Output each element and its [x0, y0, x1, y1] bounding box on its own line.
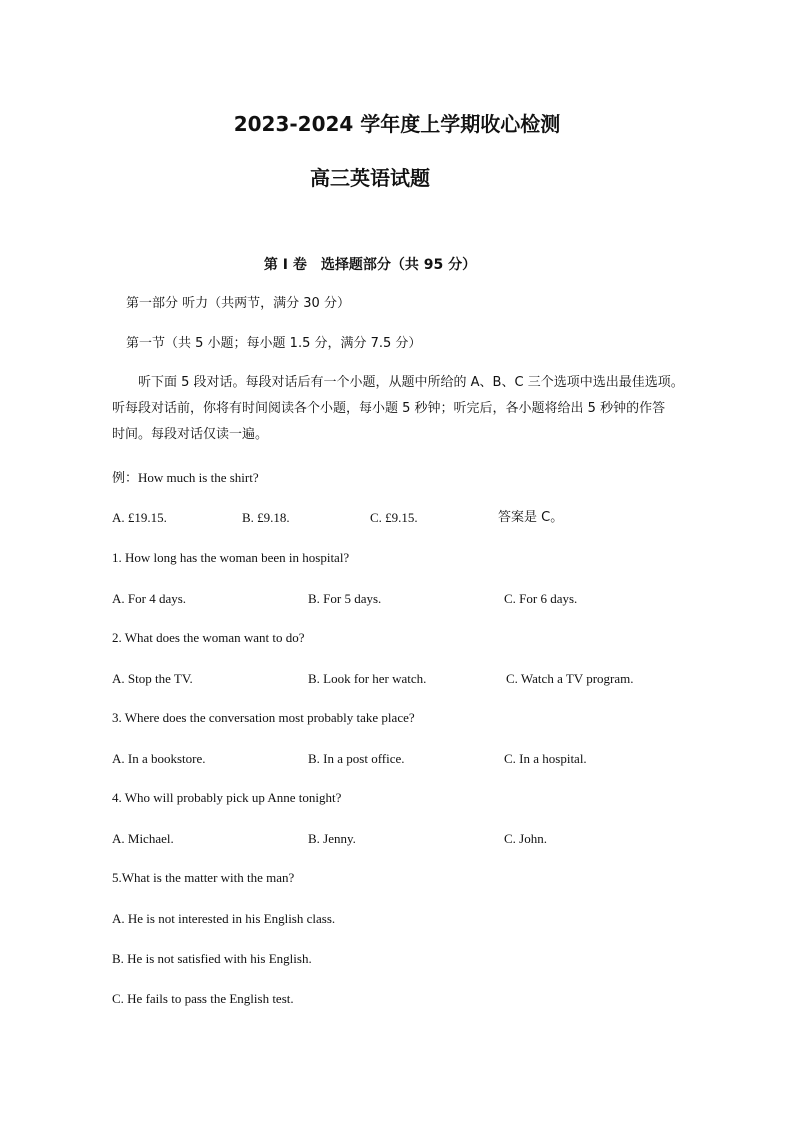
example-answer: 答案是 C。 [498, 510, 564, 525]
question-1: 1. How long has the woman been in hospital? [112, 550, 350, 565]
question-3-option-c: C. In a hospital. [504, 751, 587, 766]
subsection-heading: 第一节（共 5 小题；每小题 1.5 分，满分 7.5 分） [126, 336, 422, 351]
question-1-option-c: C. For 6 days. [504, 591, 578, 606]
part-heading: 第一部分 听力（共两节，满分 30 分） [126, 296, 350, 311]
question-4: 4. Who will probably pick up Anne tonight? [112, 790, 342, 805]
example-option-a: A. £19.15. [112, 510, 167, 525]
page-subtitle: 高三英语试题 [310, 166, 430, 190]
example-option-c: C. £9.15. [370, 510, 418, 525]
question-2: 2. What does the woman want to do? [112, 630, 305, 645]
instructions-line-2: 听每段对话前，你将有时间阅读各个小题，每小题 5 秒钟；听完后，各小题将给出 5 秒钟的作答 [112, 401, 666, 416]
question-5: 5.What is the matter with the man? [112, 870, 295, 885]
question-1-option-a: A. For 4 days. [112, 591, 187, 606]
instructions-line-1: 听下面 5 段对话。每段对话后有一个小题，从题中所给的 A、B、C 三个选项中选出最佳选项。 [138, 375, 684, 390]
instructions [112, 370, 712, 448]
question-2-option-a: A. Stop the TV. [112, 671, 193, 686]
page-title: 2023-2024 学年度上学期收心检测 [233, 112, 561, 136]
question-1-option-b: B. For 5 days. [308, 591, 382, 606]
question-4-option-c: C. John. [504, 831, 547, 846]
question-5-option-a: A. He is not interested in his English class. [112, 911, 336, 926]
example-option-b: B. £9.18. [242, 510, 290, 525]
question-4-option-a: A. Michael. [112, 831, 174, 846]
question-3-option-b: B. In a post office. [308, 751, 405, 766]
section-heading: 第 I 卷 选择题部分（共 95 分） [263, 257, 477, 273]
question-5-option-c: C. He fails to pass the English test. [112, 991, 294, 1006]
question-3: 3. Where does the conversation most probably take place? [112, 710, 415, 725]
question-5-option-b: B. He is not satisfied with his English. [112, 951, 312, 966]
example-question: 例：How much is the shirt? [112, 470, 259, 485]
question-4-option-b: B. Jenny. [308, 831, 356, 846]
question-3-option-a: A. In a bookstore. [112, 751, 206, 766]
instructions-line-3: 时间。每段对话仅读一遍。 [112, 427, 269, 442]
question-2-option-b: B. Look for her watch. [308, 671, 427, 686]
question-2-option-c: C. Watch a TV program. [506, 671, 634, 686]
